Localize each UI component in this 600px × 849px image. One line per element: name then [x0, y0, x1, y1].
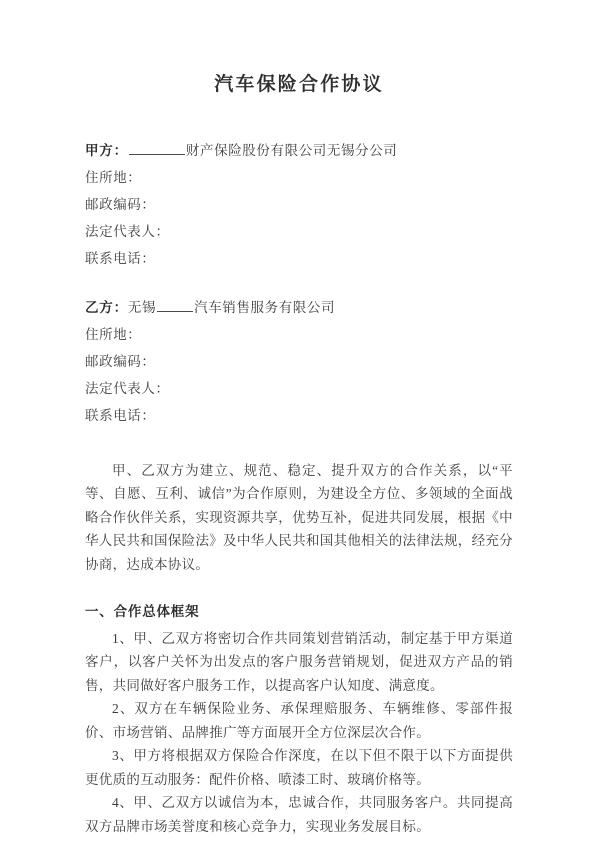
party-block-b — [85, 272, 513, 429]
party-a-field-phone: 联系电话： — [85, 250, 156, 266]
preamble-block — [85, 429, 513, 577]
preamble-paragraph: 甲、乙双方为建立、规范、稳定、提升双方的合作关系，以“平等、自愿、互利、诚信”为合作原则，为建设全方位、多领域的全面战略合作伙伴关系，实现资源共享，优势互补，促进共同发展，根据《中华人民共和国保险法》及中华人民共和国其他相关的法律法规，经充分协商，达成本协议。 — [85, 462, 513, 572]
party-b-blank-field[interactable] — [157, 311, 193, 312]
page-title: 汽车保险合作协议 — [214, 74, 384, 95]
party-a-field-postcode: 邮政编码： — [85, 196, 156, 212]
party-b-field-postcode: 邮政编码： — [85, 353, 156, 369]
section-item: 2、双方在车辆保险业务、承保理赔服务、车辆维修、零部件报价、市场营销、品牌推广等方面展开全方位深层次合作。 — [85, 701, 513, 740]
document-content — [85, 0, 513, 838]
party-b-name-line — [85, 294, 513, 321]
party-a-blank-field[interactable] — [129, 154, 185, 155]
party-a-field-legal-representative: 法定代表人： — [85, 223, 170, 239]
section-heading: 一、合作总体框架 — [85, 604, 200, 620]
party-b-name-prefix: 无锡 — [127, 299, 157, 315]
party-b-company-name: 汽车销售服务有限公司 — [194, 299, 336, 315]
party-a-company-name: 财产保险股份有限公司无锡分公司 — [185, 142, 398, 158]
party-a-name-line — [85, 137, 513, 164]
party-b-field-legal-representative: 法定代表人： — [85, 380, 170, 396]
party-block-a — [85, 99, 513, 272]
party-a-field-address: 住所地： — [85, 169, 142, 185]
section-item-list — [85, 627, 513, 839]
section-item: 4、甲、乙双方以诚信为本，忠诚合作，共同服务客户。共同提高双方品牌市场美誉度和核心竞争力，实现业务发展目标。 — [85, 795, 513, 834]
party-b-field-address: 住所地： — [85, 326, 142, 342]
party-b-field-phone: 联系电话： — [85, 407, 156, 423]
section-item: 3、甲方将根据双方保险合作深度，在以下但不限于以下方面提供更优质的互动服务：配件价格、喷漆工时、玻璃价格等。 — [85, 748, 513, 787]
party-a-label: 甲方： — [85, 142, 128, 158]
party-b-label: 乙方： — [85, 299, 128, 315]
section-item: 1、甲、乙双方将密切合作共同策划营销活动，制定基于甲方渠道客户，以客户关怀为出发点的客户服务营销规划，促进双方产品的销售，共同做好客户服务工作，以提高客户认知度、满意度。 — [85, 630, 513, 693]
section-cooperation-framework — [85, 576, 513, 838]
